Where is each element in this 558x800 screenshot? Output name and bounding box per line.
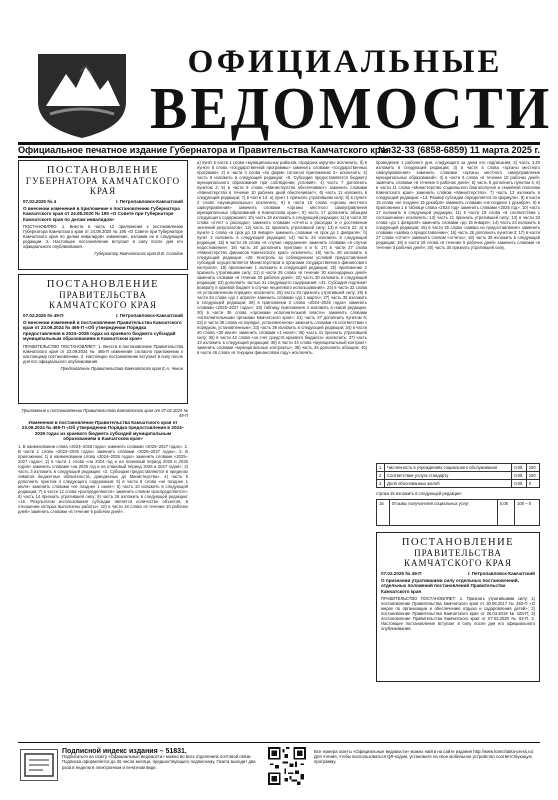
government-decree-block <box>18 274 188 404</box>
appendix-block <box>18 408 188 734</box>
table-row: 1 Численность в учреждениях социального обслуживания 0,05 100 <box>377 464 540 472</box>
website-info: Все номера газеты «Официальные ведомости» можно найти на сайте издания http://www.kamchatka-press.ru/. Для чтения, чтобы воспользоваться QR-кодом, установите на свое мобильное устройство соответствующую программу. <box>314 749 535 765</box>
subtitle-text: Официальное печатное издание Губернатора и Правительства Камчатского края <box>18 145 391 155</box>
subscription-text: Подписаться на газету «Официальные ведомости» можно во всех отделениях почтовой связи. Подписка оформляется до 26 числа месяца, предшествующего подписному. Газета выходит два раза в неделю в электронном и печатном виде. <box>62 754 256 770</box>
appendix-label: Приложение к постановлению Правительства Камчатского края от 07.02.2025 № 49-П <box>21 408 188 418</box>
decree-summary: О внесении изменений в постановление Правительства Камчатского края от 23.09.2024 № 465-П «Об утверждении Порядка предоставления в 2024–2026 годах из краевого бюджета субсидий муниципальным образованиям в Камчатском крае» <box>23 320 182 342</box>
appendix-summary: Изменения в постановление Правительства Камчатского края от 23.09.2024 № 465-П «Об утверждении Порядка предоставления в 2024–2026 годах из краевого бюджета субсидий муниципальным образованиям в Камчатском крае» <box>21 420 185 442</box>
decree-summary: О признании утратившими силу отдельных постановлений, отдельных положений постановлений Правительства Камчатского края <box>381 578 519 594</box>
decree-meta: 07.02.2025 № 4 г. Петропавловск-Камчатский <box>23 199 183 204</box>
subscription-info <box>62 749 260 770</box>
decree-signature: Председатель Правительства Камчатского края Е.А. Чекин <box>60 365 183 371</box>
subscription-index: Подписной индекс издания – 51831. <box>62 748 187 755</box>
newspaper-icon <box>20 749 58 781</box>
decree-meta: 07.02.2025 № 49-П г. Петропавловск-Камчатский <box>381 571 535 576</box>
decree-heading: ПОСТАНОВЛЕНИЕ ПРАВИТЕЛЬСТВА КАМЧАТСКОГО КРАЯ <box>46 279 160 310</box>
column-1 <box>18 160 188 734</box>
table-row: 15 Отзывы получателей социальных услуг 0,05 100 – 0 <box>377 500 540 526</box>
decree-meta: 07.02.2025 № 49-П г. Петропавловск-Камчатский <box>23 313 183 318</box>
table-row: 3 Доля обоснованных жалоб 0,05 0 <box>377 480 540 488</box>
issue-number: № 32-33 (6858-6859) 11 марта 2025 г. <box>378 145 540 155</box>
column-3-body: проведение 1 рабочего дня, следующего за днем его подписания; 2) часть 3.20 изложить в следующей редакции; 3) в части 4 слова «органы местного самоуправления» заменить словами «органы местного самоуправления муниципальных образований»; 4) в части 6 слова «в течение 10 рабочих дней» заменить словами «в течение 5 рабочих дней»; 5) часть 8 дополнить пунктом 4; 6) в части 11 слова «Министерство социального благополучия и семейной политики Камчатского края» заменить словом «Министерство»; 7) часть 13 изложить в следующей редакции: «13. Размер субсидии определяется по формуле». 8) в части 15 слова «не позднее 15 декабря» заменить словами «не позднее 1 декабря»; 9) в приложении 1 в таблице слова «2024 год» заменить словами «2025 год». 10) часть 17 изложить в следующей редакции; 11) в части 19 слова «в соответствии с соглашением» исключить; 12) часть 21 признать утратившей силу; 13) в части 23 слова «до 1 февраля» заменить словами «до 15 января»; 14) часть 24 изложить в следующей редакции; 15) в части 25 слова «заявка на предоставление» заменить словами «заявка о предоставлении»; 16) часть 26 дополнить пунктом 3; 17) в части 27 слова «отчет» заменить словом «отчеты»; 18) часть 28 изложить в следующей редакции; 19) в части 29 слова «в течение 5 рабочих дней» заменить словами «в течение 3 рабочих дней»; 20) часть 30 признать утратившей силу. <box>376 160 540 250</box>
criteria-table-2 <box>376 499 540 526</box>
column-2 <box>197 160 367 736</box>
table-row: 2 Соответствие услуги стандарту 0,05 100 <box>377 472 540 480</box>
decree-heading: ПОСТАНОВЛЕНИЕ ПРАВИТЕЛЬСТВА КАМЧАТСКОГО КРАЯ <box>401 537 515 568</box>
decree-summary: О внесении изменения в приложение к постановлению Губернатора Камчатского края от 24.08.2020 № 195 «О Совете при Губернаторе Камчатского края по делам инвалидов» <box>23 206 180 222</box>
column-2-body: а) пункт 5 части 1 слова «муниципальных районов, городских округов» исключить; б) в пункте 6 слова «государственной программы» заменить словами «государственных программ»; 2) в части 4 слова «по форме согласно приложению 2» исключить; 3) часть 6 изложить в следующей редакции: «6. Субсидия предоставляется бюджету муниципального образования при соблюдении условий». 4) часть 7 дополнить пунктом 3; 5) в части 9 слова «Министерство обеспечивает» заменить словами «Министерство в течение 10 рабочих дней обеспечивает»; 6) часть 11 изложить в следующей редакции; 7) в части 13: а) пункт 1 признать утратившим силу; б) в пункте 2 слово «муниципальных» исключить; 8) в части 15 слова «органы местного самоуправления» заменить словами «органы местного самоуправления муниципальных образований в Камчатском крае»; 9) часть 17 дополнить абзацем следующего содержания; 10) часть 19 изложить в следующей редакции; 11) в части 20 слова «отчет о расходах» заменить словами «отчеты о расходах и о достижении значений результатов»; 12) часть 21 признать утратившей силу; 13) в части 22: а) в пункте 1 слова «в срок до 15 января» заменить словами «в срок до 1 февраля»; б) пункт 3 изложить в следующей редакции; 14) часть 24 изложить в следующей редакции; 15) в части 25 слова «в случае нарушения» заменить словами «в случае недостижения»; 16) часть 26 дополнить пунктами 4 и 5; 17) в части 27 слова «Министерство финансов Камчатского края» исключить; 18) часть 28 изложить в следующей редакции: «28. Контроль за соблюдением условий предоставления субсидий осуществляется Министерством и органами государственного финансового контроля». 19) приложение 1 изложить в следующей редакции; 20) приложение 2 признать утратившим силу; 21) в части 29 слова «в течение 30 календарных дней» заменить словами «в течение 20 рабочих дней»; 22) часть 30 изложить в следующей редакции; 23) дополнить частью 31 следующего содержания: «31. Субсидия подлежит возврату в краевой бюджет в случае нецелевого использования». 24) в части 32 слова «в установленном порядке» исключить; 25) часть 33 признать утратившей силу; 26) в части 34 слова «до 1 апреля» заменить словами «до 1 марта»; 27) часть 35 изложить в следующей редакции; 28) в приложении 3 слова «2024–2026 годах» заменить словами «2025–2027 годах»; 29) таблицу приложения 4 изложить в новой редакции. 30) в части 36 слова «органами исполнительной власти» заменить словами «исполнительными органами Камчатского края»; 31) часть 37 дополнить пунктом 6; 32) в части 38 слова «в порядке, установленном» заменить словами «в соответствии с порядком, установленным»; 33) часть 39 изложить в следующей редакции; 34) в части 40 слова «30 июня» заменить словами «1 июля»; 35) часть 41 признать утратившей силу; 36) в части 42 слова «за счет средств краевого бюджета» исключить; 37) часть 43 изложить в следующей редакции; 38) в части 44 слова «муниципальный контракт» заменить словами «муниципальные контракты»; 39) часть 45 дополнить абзацем; 40) в части 46 слова «в текущем финансовом году» исключить. <box>197 160 367 355</box>
criteria-table <box>376 463 540 488</box>
decree-body: ПОСТАНОВЛЯЮ: 1. Внести в часть 12 приложения к постановлению Губернатора Камчатского края от 24.08.2020 № 195 «О Совете при Губернаторе Камчатского края по делам инвалидов» изменение, изложив ее в следующей редакции. 2. Настоящее постановление вступает в силу после дня его официального опубликования. <box>23 224 183 250</box>
appendix-body: 1. В наименовании слова «2024–2026 годах» заменить словами «2025–2027 годах». 2. В части 1 слова «2024–2026 годах» заменить словами «2025–2027 годах». 3. В приложении: 1) в наименовании слова «2024–2026 годах» заменить словами «2025–2027 годах»; 2) в части 1 слова «на 2024 год и на плановый период 2025 и 2026 годов» заменить словами «на 2025 год и на плановый период 2026 и 2027 годов»; 3) часть 3 изложить в следующей редакции: «3. Субсидии предоставляются в пределах лимитов бюджетных обязательств, доведенных до Министерства». 4) часть 5 дополнить пунктом 4 следующего содержания; 5) в части 8 слова «не позднее 1 июля» заменить словами «не позднее 1 июня»; 6) часть 10 изложить в следующей редакции; 7) в части 12 слова «распределяются» заменить словом «распределяется»; 8) часть 14 признать утратившей силу; 9) часть 16 изложить в следующей редакции: «16. Результатом использования субсидии является количество объектов, в отношении которых выполнены работы». 10) в части 18 слова «в течение 10 рабочих дней» заменить словами «в течение 5 рабочих дней». <box>18 443 188 514</box>
table-note: строка 15 изложить в следующей редакции: <box>376 491 462 496</box>
masthead-subtitle <box>18 145 540 155</box>
subtitle-rule <box>18 156 540 158</box>
masthead-title-top: ОФИЦИАЛЬНЫЕ <box>187 44 503 80</box>
government-decree-block-2 <box>376 532 540 682</box>
column-3 <box>376 160 540 682</box>
decree-signature: Губернатор Камчатского края В.В. Солодов <box>94 251 183 257</box>
decree-body: ПРАВИТЕЛЬСТВО ПОСТАНОВЛЯЕТ: 1. Признать утратившими силу: 1) постановление Правительства Камчатского края от 30.06.2017 № 263-П «О мерах по организации и обеспечению отдыха и оздоровления детей»; 2) постановление Правительства Камчатского края от 26.04.2019 № 183-П; 3) постановление Правительства Камчатского края от 07.03.2020 № 82-П. 2. Настоящее постановление вступает в силу после дня его официального опубликования. <box>381 596 535 632</box>
decree-body: ПРАВИТЕЛЬСТВО ПОСТАНОВЛЯЕТ: 1. Внести в постановление Правительства Камчатского края от 23.09.2024 № 465-П изменения согласно приложению к настоящему постановлению. 2. Настоящее постановление вступает в силу после дня его официального опубликования. <box>23 343 183 364</box>
governor-decree-block <box>18 160 188 270</box>
footer <box>18 742 540 791</box>
qr-code-icon[interactable] <box>268 747 306 785</box>
decree-heading: ПОСТАНОВЛЕНИЕ ГУБЕРНАТОРА КАМЧАТСКОГО КРАЯ <box>25 165 181 196</box>
masthead-title-main: ВЕДОМОСТИ <box>150 76 553 142</box>
kamchatka-emblem-icon <box>28 44 136 140</box>
